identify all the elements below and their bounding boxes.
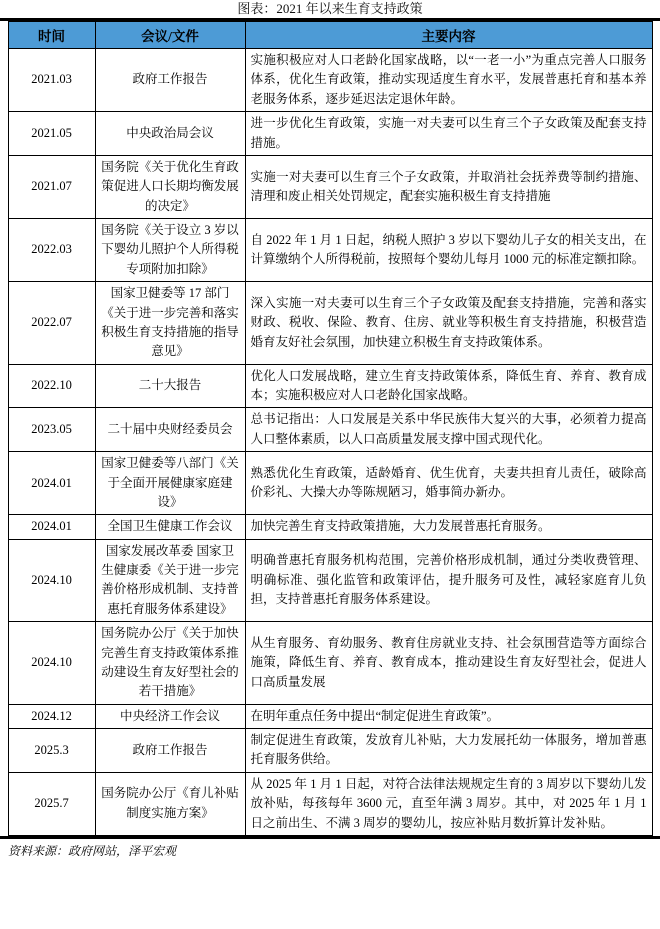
time-cell: 2025.3 bbox=[8, 729, 95, 773]
content-cell: 总书记指出：人口发展是关系中华民族伟大复兴的大事，必须着力提高人口整体素质，以人口高质量发展支撑中国式现代化。 bbox=[245, 408, 652, 452]
col-header-time: 时间 bbox=[8, 22, 95, 49]
doc-cell: 国务院《关于优化生育政策促进人口长期均衡发展的决定》 bbox=[95, 155, 245, 218]
col-header-doc: 会议/文件 bbox=[95, 22, 245, 49]
table-header-row bbox=[8, 22, 652, 49]
table-row bbox=[8, 364, 652, 408]
time-cell: 2024.10 bbox=[8, 539, 95, 622]
content-cell: 从 2025 年 1 月 1 日起，对符合法律法规规定生育的 3 周岁以下婴幼儿发放补贴，每孩每年 3600 元，直至年满 3 周岁。其中，对 2025 年 1 月 1 日之前出生、不满 3 周岁的婴幼儿，按应补贴月数折算计发补贴。 bbox=[245, 772, 652, 835]
policy-table bbox=[8, 21, 653, 836]
time-cell: 2023.05 bbox=[8, 408, 95, 452]
doc-cell: 国务院办公厅《育儿补贴制度实施方案》 bbox=[95, 772, 245, 835]
doc-cell: 中央政治局会议 bbox=[95, 112, 245, 156]
table-row bbox=[8, 539, 652, 622]
doc-cell: 国务院《关于设立 3 岁以下婴幼儿照护个人所得税专项附加扣除》 bbox=[95, 219, 245, 282]
col-header-content: 主要内容 bbox=[245, 22, 652, 49]
source-note: 资料来源：政府网站，泽平宏观 bbox=[8, 843, 177, 858]
time-cell: 2022.07 bbox=[8, 282, 95, 365]
content-cell: 明确普惠托育服务机构范围，完善价格形成机制，通过分类收费管理、明确标准、强化监管和政策评估，提升服务可及性，减轻家庭育儿负担，支持普惠托育服务体系建设。 bbox=[245, 539, 652, 622]
time-cell: 2021.03 bbox=[8, 49, 95, 112]
table-row bbox=[8, 155, 652, 218]
doc-cell: 二十届中央财经委员会 bbox=[95, 408, 245, 452]
time-cell: 2024.10 bbox=[8, 622, 95, 705]
doc-cell: 政府工作报告 bbox=[95, 49, 245, 112]
time-cell: 2021.05 bbox=[8, 112, 95, 156]
content-cell: 实施积极应对人口老龄化国家战略，以“一老一小”为重点完善人口服务体系，优化生育政策，推动实现适度生育水平，发展普惠托育和基本养老服务体系，逐步延迟法定退休年龄。 bbox=[245, 49, 652, 112]
time-cell: 2024.01 bbox=[8, 515, 95, 539]
table-row bbox=[8, 704, 652, 728]
doc-cell: 国家卫健委等 17 部门《关于进一步完善和落实积极生育支持措施的指导意见》 bbox=[95, 282, 245, 365]
content-cell: 加快完善生育支持政策措施，大力发展普惠托育服务。 bbox=[245, 515, 652, 539]
table-row bbox=[8, 772, 652, 835]
table-row bbox=[8, 408, 652, 452]
table-row bbox=[8, 452, 652, 515]
content-cell: 熟悉优化生育政策，适龄婚育、优生优育，夫妻共担育儿责任，破除高价彩礼、大操大办等陈规陋习，婚事简办新办。 bbox=[245, 452, 652, 515]
content-cell: 优化人口发展战略，建立生育支持政策体系，降低生育、养育、教育成本；实施积极应对人口老龄化国家战略。 bbox=[245, 364, 652, 408]
time-cell: 2022.03 bbox=[8, 219, 95, 282]
doc-cell: 全国卫生健康工作会议 bbox=[95, 515, 245, 539]
doc-cell: 国务院办公厅《关于加快完善生育支持政策体系推动建设生育友好型社会的若干措施》 bbox=[95, 622, 245, 705]
table-row bbox=[8, 515, 652, 539]
doc-cell: 二十大报告 bbox=[95, 364, 245, 408]
content-cell: 从生育服务、育幼服务、教育住房就业支持、社会氛围营造等方面综合施策，降低生育、养育、教育成本，推动建设生育友好型社会，促进人口高质量发展 bbox=[245, 622, 652, 705]
content-cell: 在明年重点任务中提出“制定促进生育政策”。 bbox=[245, 704, 652, 728]
content-cell: 实施一对夫妻可以生育三个子女政策，并取消社会抚养费等制约措施、清理和废止相关处罚规定，配套实施积极生育支持措施 bbox=[245, 155, 652, 218]
time-cell: 2022.10 bbox=[8, 364, 95, 408]
time-cell: 2025.7 bbox=[8, 772, 95, 835]
table-row bbox=[8, 282, 652, 365]
doc-cell: 政府工作报告 bbox=[95, 729, 245, 773]
content-cell: 制定促进生育政策，发放育儿补贴，大力发展托幼一体服务，增加普惠托育服务供给。 bbox=[245, 729, 652, 773]
table-row bbox=[8, 622, 652, 705]
table-row bbox=[8, 112, 652, 156]
time-cell: 2024.01 bbox=[8, 452, 95, 515]
time-cell: 2024.12 bbox=[8, 704, 95, 728]
doc-cell: 国家卫健委等八部门《关于全面开展健康家庭建设》 bbox=[95, 452, 245, 515]
table-row bbox=[8, 729, 652, 773]
content-cell: 深入实施一对夫妻可以生育三个子女政策及配套支持措施，完善和落实财政、税收、保险、教育、住房、就业等积极生育支持措施，积极营造婚育友好社会氛围，加快建立积极生育支持政策体系。 bbox=[245, 282, 652, 365]
table-row bbox=[8, 49, 652, 112]
doc-cell: 国家发展改革委 国家卫生健康委《关于进一步完善价格形成机制、支持普惠托育服务体系建设》 bbox=[95, 539, 245, 622]
content-cell: 自 2022 年 1 月 1 日起，纳税人照护 3 岁以下婴幼儿子女的相关支出，在计算缴纳个人所得税前，按照每个婴幼儿每月 1000 元的标准定额扣除。 bbox=[245, 219, 652, 282]
time-cell: 2021.07 bbox=[8, 155, 95, 218]
table-row bbox=[8, 219, 652, 282]
doc-cell: 中央经济工作会议 bbox=[95, 704, 245, 728]
page-title: 图表：2021 年以来生育支持政策 bbox=[237, 1, 423, 16]
content-cell: 进一步优化生育政策，实施一对夫妻可以生育三个子女政策及配套支持措施。 bbox=[245, 112, 652, 156]
